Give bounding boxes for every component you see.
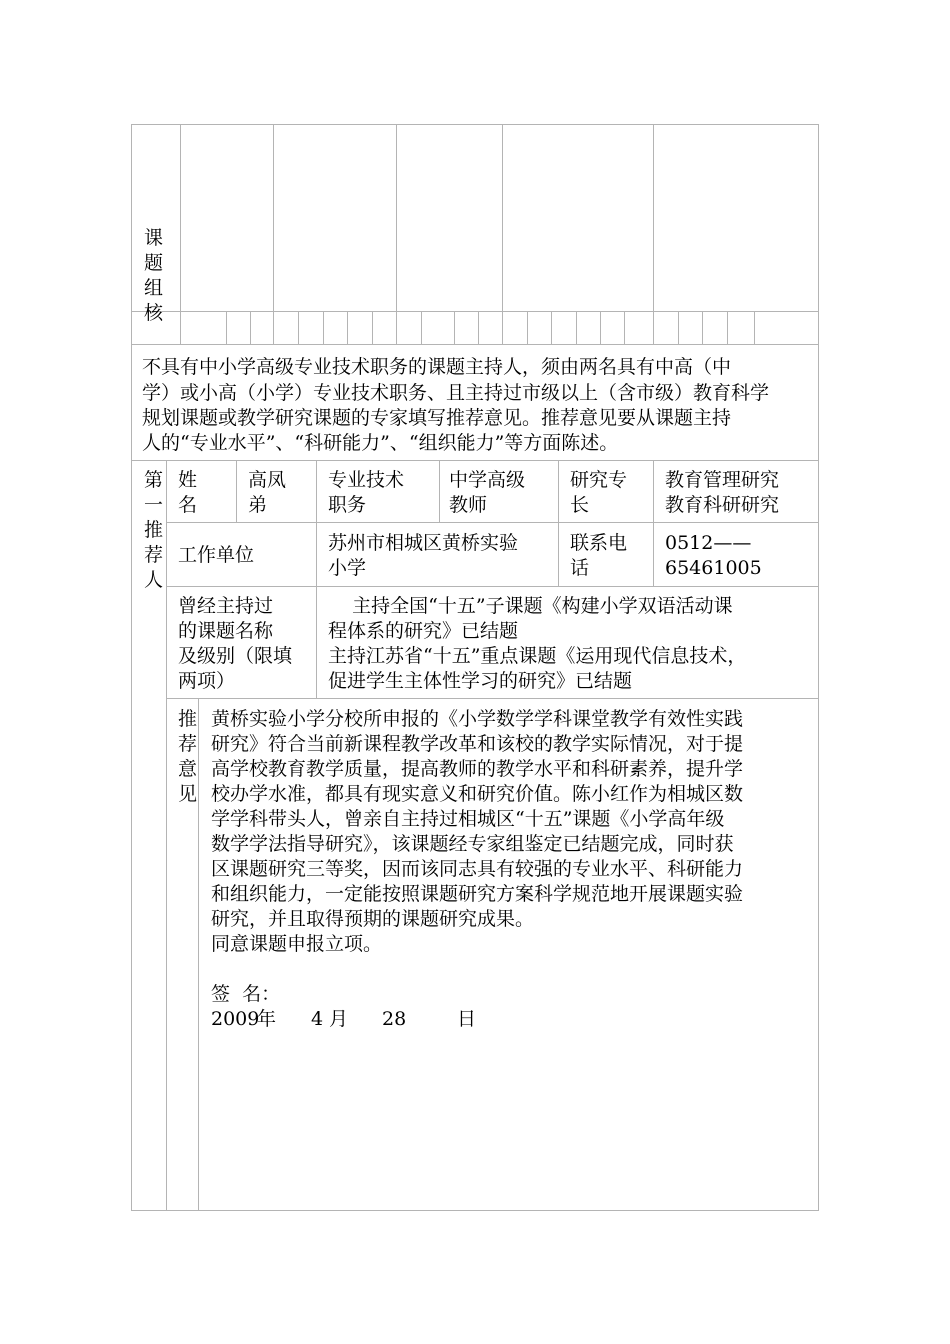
grid-line <box>131 124 132 1211</box>
date-month-unit: 月 <box>329 1008 349 1030</box>
specialty-value: 教育科研研究 <box>665 494 780 516</box>
grid-line <box>131 124 819 125</box>
grid-line <box>754 311 755 344</box>
opinion-line: 研究》符合当前新课程教学改革和该校的教学实际情况，对于提 <box>211 733 744 755</box>
grid-line <box>478 311 479 344</box>
grid-line <box>250 311 251 344</box>
work-unit-value: 苏州市相城区黄桥实验 <box>328 532 519 554</box>
grid-line <box>316 460 317 698</box>
opinion-line: 高学校教育教学质量，提高教师的教学水平和科研素养，提升学 <box>211 758 744 780</box>
grid-line <box>818 124 819 1211</box>
title-value: 中学高级 <box>449 469 526 491</box>
name-label: 姓 <box>178 469 198 491</box>
grid-line <box>527 311 528 344</box>
name-label: 名 <box>178 494 198 516</box>
work-unit-label: 工作单位 <box>178 544 255 566</box>
specialty-label: 研究专 <box>570 469 628 491</box>
projects-label: 及级别（限填 <box>178 645 293 667</box>
project-team-label: 课题组核 <box>144 227 164 324</box>
grid-line <box>551 311 552 344</box>
grid-line <box>558 460 559 586</box>
title-label: 职务 <box>328 494 367 516</box>
grid-line <box>131 311 819 312</box>
projects-value: 主持全国“十五”子课题《构建小学双语活动课 <box>328 595 733 617</box>
opinion-line: 黄桥实验小学分校所申报的《小学数学学科课堂教学有效性实践 <box>211 708 744 730</box>
grid-line <box>166 522 819 523</box>
opinion-label: 推荐意见 <box>178 708 198 805</box>
projects-value: 程体系的研究》已结题 <box>328 620 519 642</box>
specialty-label: 长 <box>570 494 590 516</box>
opinion-line: 研究，并且取得预期的课题研究成果。 <box>211 908 535 930</box>
work-unit-value: 小学 <box>328 557 367 579</box>
instruction-line: 规划课题或教学研究课题的专家填写推荐意见。推荐意见要从课题主持 <box>142 407 732 429</box>
opinion-line: 校办学水准，都具有现实意义和研究价值。陈小红作为相城区数 <box>211 783 744 805</box>
grid-line <box>131 1210 819 1211</box>
projects-label: 的课题名称 <box>178 620 274 642</box>
opinion-line: 学学科带头人，曾亲自主持过相城区“十五”课题《小学高年级 <box>211 808 725 830</box>
grid-line <box>702 311 703 344</box>
projects-value: 促进学生主体性学习的研究》已结题 <box>328 670 633 692</box>
projects-label: 两项） <box>178 670 236 692</box>
grid-line <box>576 311 577 344</box>
opinion-line: 同意课题申报立项。 <box>211 933 383 955</box>
instruction-line: 学）或小高（小学）专业技术职务、且主持过市级以上（含市级）教育科学 <box>142 382 770 404</box>
grid-line <box>236 460 237 522</box>
grid-line <box>727 311 728 344</box>
grid-line <box>454 311 455 344</box>
projects-value: 主持江苏省“十五”重点课题《运用现代信息技术， <box>328 645 747 667</box>
projects-label: 曾经主持过 <box>178 595 274 617</box>
grid-line <box>298 311 299 344</box>
title-label: 专业技术 <box>328 469 405 491</box>
phone-label: 话 <box>570 557 590 579</box>
phone-value: 65461005 <box>665 557 762 579</box>
grid-line <box>678 311 679 344</box>
title-value: 教师 <box>449 494 488 516</box>
grid-line <box>439 460 440 522</box>
grid-line <box>226 311 227 344</box>
opinion-line: 和组织能力，一定能按照课题研究方案科学规范地开展课题实验 <box>211 883 744 905</box>
phone-label: 联系电 <box>570 532 628 554</box>
date-day: 28 <box>382 1008 407 1030</box>
grid-line <box>372 311 373 344</box>
date-year: 2009 <box>211 1008 260 1030</box>
grid-line <box>624 311 625 344</box>
opinion-line: 数学学法指导研究》，该课题经专家组鉴定已结题完成，同时获 <box>211 833 734 855</box>
grid-line <box>600 311 601 344</box>
grid-line <box>166 586 819 587</box>
grid-line <box>166 698 819 699</box>
grid-line <box>131 460 819 461</box>
phone-value: 0512—— <box>665 532 752 554</box>
date-month: 4 <box>311 1008 324 1030</box>
name-value: 弟 <box>248 494 268 516</box>
date-year-unit: 年 <box>257 1008 277 1030</box>
instruction-line: 不具有中小学高级专业技术职务的课题主持人，须由两名具有中高（中 <box>142 356 732 378</box>
instruction-line: 人的“专业水平”、“科研能力”、“组织能力”等方面陈述。 <box>142 432 619 454</box>
date-day-unit: 日 <box>457 1008 477 1030</box>
first-recommender-label: 第一推荐人 <box>144 469 164 591</box>
grid-line <box>166 460 167 1211</box>
opinion-line: 区课题研究三等奖，因而该同志具有较强的专业水平、科研能力 <box>211 858 744 880</box>
grid-line <box>131 344 819 345</box>
name-value: 高凤 <box>248 469 287 491</box>
signature-label: 签 名： <box>211 983 281 1005</box>
grid-line <box>323 311 324 344</box>
specialty-value: 教育管理研究 <box>665 469 780 491</box>
grid-line <box>421 311 422 344</box>
grid-line <box>347 311 348 344</box>
grid-line <box>653 460 654 586</box>
